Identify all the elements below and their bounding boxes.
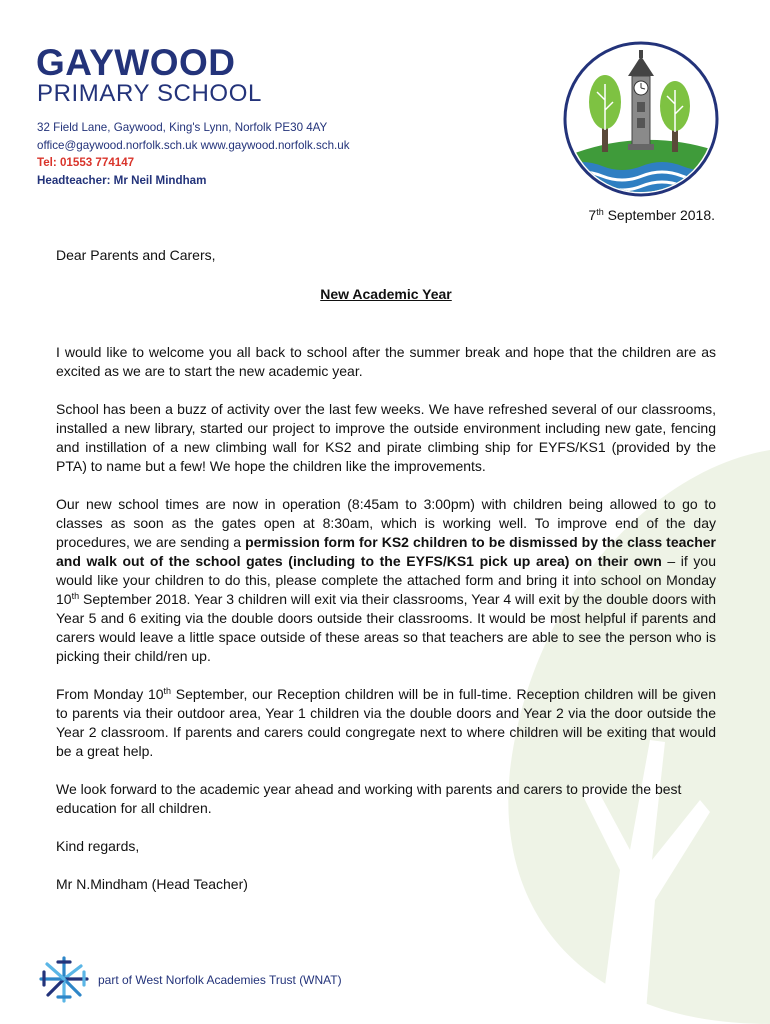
salutation: Dear Parents and Carers,: [56, 247, 216, 263]
school-subtitle: PRIMARY SCHOOL: [37, 80, 262, 107]
school-telephone: Tel: 01553 774147: [37, 156, 135, 169]
paragraph-reception: From Monday 10th September, our Reception children will be in full-time. Reception children will be given to parents via their outdoor area, Year 1 children via the double doors and Year 2 via the door outside the Year 2 classroom. If parents and carers could congregate next to where children will be exiting that would be a great help.: [56, 686, 716, 759]
closing-regards: Kind regards,: [56, 838, 140, 854]
signature: Mr N.Mindham (Head Teacher): [56, 876, 248, 892]
footer-trust-text: part of West Norfolk Academies Trust (WNAT): [98, 973, 342, 987]
wnat-logo-icon: [34, 952, 94, 1006]
paragraph-improvements: School has been a buzz of activity over the last few weeks. We have refreshed several of our classrooms, installed a new library, started our project to improve the outside environment including new gate, fencing and instillation of a new climbing wall for KS2 and pirate climbing ship for EYFS/KS1 (provided by the PTA) to name but a few! We hope the children like the improvements.: [56, 401, 716, 474]
paragraph-closing: We look forward to the academic year ahead and working with parents and carers to provide the best education for all children.: [56, 781, 682, 816]
headteacher-name: Headteacher: Mr Neil Mindham: [37, 174, 207, 187]
letter-date: 7th September 2018.: [588, 207, 715, 223]
school-contact: office@gaywood.norfolk.sch.uk www.gaywood.norfolk.sch.uk: [37, 139, 350, 152]
letter-body: [56, 343, 716, 913]
school-name: GAYWOOD: [36, 42, 236, 83]
paragraph-welcome: I would like to welcome you all back to school after the summer break and hope that the children are as excited as we are to start the new academic year.: [56, 344, 716, 379]
paragraph-school-times: Our new school times are now in operation (8:45am to 3:00pm) with children being allowed to go to classes as soon as the gates open at 8:30am, which is working well. To improve end of the day procedures, we are sending a permission form for KS2 children to be dismissed by the class teacher and walk out of the school gates (including to the EYFS/KS1 pick up area) on their own – if you would like your children to do this, please complete the attached form and bring it into school on Monday 10th September 2018. Year 3 children will exit via their classrooms, Year 4 will exit by the double doors with Year 5 and 6 exiting via the double doors outside their classrooms. It would be most helpful if parents and carers would leave a little space outside of these areas so that teachers are able to see the person who is picking their child/ren up.: [56, 496, 716, 664]
school-address: 32 Field Lane, Gaywood, King's Lynn, Norfolk PE30 4AY: [37, 121, 328, 134]
letter-subject: New Academic Year: [320, 286, 452, 302]
school-crest-clock-tower-icon: [562, 40, 720, 198]
